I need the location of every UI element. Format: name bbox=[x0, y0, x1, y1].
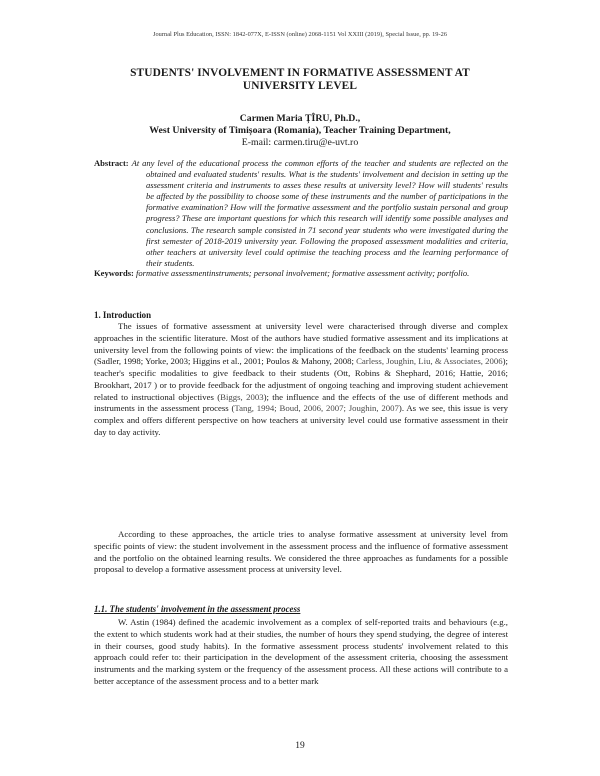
paragraph-text: ); teacher's specific modalities to give feedback to their students (Ott, Robins & Shephard, 2016; Hattie, 2016; Brookhart, 2017 ) or to provide feedback for the adjustment of ongoing teaching and improving student achievement related to instructional objectives ( bbox=[94, 356, 508, 402]
citation: Biggs, 2003 bbox=[220, 391, 264, 402]
subsection-paragraph: W. Astin (1984) defined the academic involvement as a complex of self-reported traits and behaviours (e.g., the extent to which students work had at their studies, the number of hours they spend studying, the degree of interest in their courses, good study habits). In the formative assessment process students' involvement related to this approach could refer to: their participation in the development of the assessment criteria, choosing the assessment instruments and the marking system or the frequency of the assessment process. All these actions will contribute to a better acceptance of the assessment process and to a better mark bbox=[94, 617, 508, 686]
introduction-paragraph-1 bbox=[94, 321, 508, 439]
citation: Carless, Joughin, Liu, & Associates, 2006 bbox=[356, 356, 503, 367]
author-affiliation: West University of Timișoara (Romania), Teacher Training Department, bbox=[149, 125, 451, 136]
paragraph-text: The issues of formative assessment at university level were characterised through diverse and complex approaches in the scientific literature. Most of the authors have studied formative assessment and its implications at university level from the following points of view: the implications of the feedback on the students' learning process (Sadler, 1998; Yorke, 2003; Higgins et al., 2001; Poulos & Mahony, 2008; bbox=[94, 321, 508, 367]
paragraph-text: ). As we see, this issue is very complex and offers different perspective on how teachers at university level could use formative assessment in their day to day activity. bbox=[94, 403, 508, 437]
author-email: E-mail: carmen.tiru@e-uvt.ro bbox=[241, 137, 359, 148]
paragraph-text: ); the influence and the effects of the use of different methods and instruments in the assessment process ( bbox=[94, 391, 508, 414]
abstract-text: At any level of the educational process the common efforts of the teacher and students are reflected on the obtained and evaluated students' results. What is the students' involvement and decision in setting up the assessment criteria and instruments to asses these results at university level? How will students' results be affected by the possibility to choose some of these instruments and the number of participations in the formative examination? How will the formative assessment and the portfolio sustain personal and group progress? These are important questions for which this research will identify some possible analyses and conclusions. The research sample consisted in 71 second year students who were investigated during the first semester of 2018-2019 university year. Following the proposed assessment modalities and criteria, other teachers at university level could optimise the teaching process and the learning performance of their students. bbox=[131, 158, 509, 268]
keywords-block bbox=[94, 268, 508, 279]
keywords-text: formative assessmentinstruments; personal involvement; formative assessment activity; portfolio. bbox=[136, 268, 470, 278]
running-head: Journal Plus Education, ISSN: 1842-077X, E-ISSN (online) 2068-1151 Vol XXIII (2019), Special Issue, pp. 19-26 bbox=[152, 31, 448, 38]
citation: Tang, 1994; Boud, 2006, 2007; Joughin, 2007 bbox=[234, 403, 399, 414]
abstract-label: Abstract: bbox=[94, 158, 129, 168]
section-heading-introduction: 1. Introduction bbox=[94, 310, 152, 320]
author-name: Carmen Maria ȚÎRU, Ph.D., bbox=[239, 113, 361, 124]
keywords-label: Keywords: bbox=[94, 268, 134, 278]
paper-title: STUDENTS' INVOLVEMENT IN FORMATIVE ASSESSMENT AT UNIVERSITY LEVEL bbox=[130, 67, 470, 93]
abstract-block bbox=[94, 158, 508, 269]
introduction-paragraph-2: According to these approaches, the article tries to analyse formative assessment at university level from specific points of view: the student involvement in the assessment process and the influence of formative assessment and the portfolio on the obtained learning results. We considered the three approaches as fundaments for a possible proposal to develop a formative assessment process at university level. bbox=[94, 529, 508, 575]
subsection-heading: 1.1. The students' involvement in the assessment process bbox=[94, 604, 301, 614]
page-number: 19 bbox=[295, 741, 305, 751]
